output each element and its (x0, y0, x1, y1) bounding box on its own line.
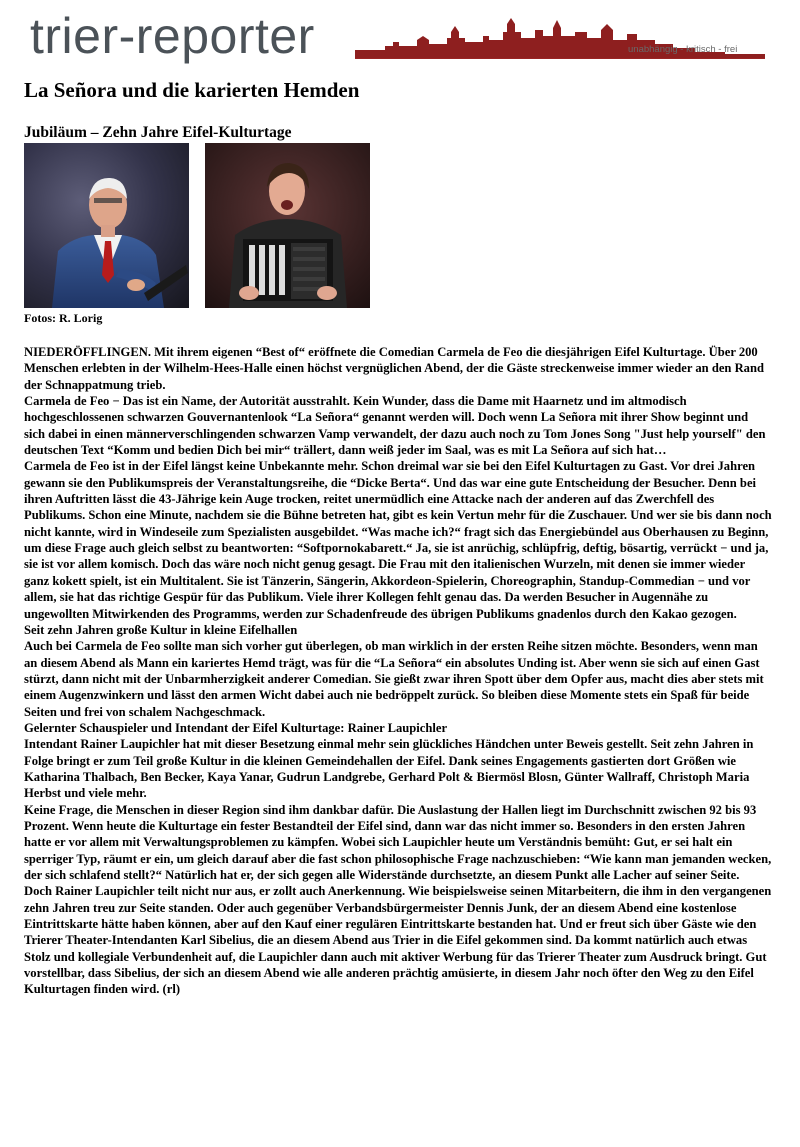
article-paragraph: Auch bei Carmela de Feo sollte man sich vorher gut überlegen, ob man wirklich in der ersten Reihe sitzen möchte. Besonders, wenn man an diesem Abend als Mann ein kariertes Hemd trägt, was für die “La Señora“ ein absolutes Unding ist. Aber wenn sie sich auf einen Gast stürzt, dann nicht mit der Unbarmherzigkeit anderer Comedian. Sie gießt zwar ihren Spott über dem Opfer aus, macht dies aber stets mit einem Augenzwinkern und lässt den armen Wicht dabei auch nie bedröppelt zurück. So bleiben diese Momente stets ein Spaß für beide Seiten und frei von schalem Nachgeschmack. (24, 639, 764, 719)
article-paragraph: Keine Frage, die Menschen in dieser Region sind ihm dankbar dafür. Die Auslastung der Hallen liegt im Durchschnitt zwischen 92 bis 93 Prozent. Wenn heute die Kulturtage ein fester Bestandteil der Eifel sind, dann war das nicht immer so. Besonders in den ersten Jahren hatte er vor allem mit Verwaltungsproblemen zu kämpfen. Wobei sich Laupichler heute um Verständnis bemüht: Gut, er sei halt ein sperriger Typ, räumt er ein, um gleich darauf aber die fast schon philosophische Frage nachzuschieben: “Wie kann man jemanden wecken, der sich schlafend stellt?“ Natürlich hat er, der sich gegen alle Widerstände durchsetzte, an diesem Punkt alle Lacher auf seiner Seite. (24, 802, 772, 882)
article-subtitle: Jubiläum – Zehn Jahre Eifel-Kulturtage (24, 124, 292, 141)
site-logo[interactable]: trier-reporter (30, 8, 315, 64)
article-section-heading: Gelernter Schauspieler und Intendant der Eifel Kulturtage: Rainer Laupichler (24, 720, 448, 735)
article-paragraph: Carmela de Feo − Das ist ein Name, der Autorität ausstrahlt. Kein Wunder, dass die Dame mit Haarnetz und im altmodisch hochgeschlossenen schwarzen Gouvernantenlook “La Señora“ genannt werden will. Doch wenn La Señora mit ihrer Show beginnt und sich dabei in einen männerverschlingenden schwarzen Vamp verwandelt, der dazu auch noch zu Tom Jones Song "Just help yourself" den deutschen Text “Komm und bedien Dich bei mir“ trällert, dann weiß jeder im Saal, was es mit La Señora auf sich hat… (24, 394, 766, 458)
article-paragraph-intro: NIEDERÖFFLINGEN. Mit ihrem eigenen “Best of“ eröffnete die Comedian Carmela de Feo die diesjährigen Eifel Kulturtage. Über 200 Menschen erlebten in der Wilhelm-Hees-Halle einen höchst vergnüglichen Abend, der die Gäste streckenweise immer wieder an den Rand der Schnappatmung trieb. (24, 345, 764, 392)
article-title: La Señora und die karierten Hemden (24, 78, 360, 102)
photo-speaker (24, 143, 189, 308)
photo-credit: Fotos: R. Lorig (24, 311, 103, 325)
site-tagline: unabhängig - kritisch - frei (628, 44, 738, 55)
article-paragraph: Intendant Rainer Laupichler hat mit dieser Besetzung einmal mehr sein glückliches Händchen unter Beweis gestellt. Seit zehn Jahren in Folge bringt er zum Teil große Kultur in die kleinen Gemeindehallen der Eifel. Dank seines Engagements gastierten dort Größen wie Katharina Thalbach, Ben Becker, Kaya Yanar, Gudrun Landgrebe, Gerhard Polt & Biermösl Blosn, Günter Wallraff, Christoph Maria Herbst und viele mehr. (24, 737, 754, 801)
article-section-heading: Seit zehn Jahren große Kultur in kleine Eifelhallen (24, 622, 298, 637)
article-paragraph: Doch Rainer Laupichler teilt nicht nur aus, er zollt auch Anerkennung. Wie beispielsweise seinen Mitarbeitern, die ihm in den vergangenen zehn Jahren treu zur Seite standen. Oder auch gegenüber Verbandsbürgermeister Dennis Junk, der an diesem Abend eine kostenlose Eintrittskarte hätte haben können, aber auf den Kauf einer regulären Eintrittskarte bestanden hat. Und er freut sich über Gäste wie den Trierer Theater-Intendanten Karl Sibelius, die an diesem Abend aus Trier in die Eifel gekommen sind. Da kommt natürlich auch etwas Stolz und kollegiale Verbundenheit auf, die Laupichler dann auch mit aktiver Werbung für das Trierer Theater zum Ausdruck bringt. Gut vorstellbar, dass Sibelius, der sich an diesem Abend wie alle anderen prächtig amüsierte, in diesem Jahr noch öfter den Weg zu den Eifel Kulturtagen finden wird. (rl) (24, 884, 772, 997)
article-paragraph: Carmela de Feo ist in der Eifel längst keine Unbekannte mehr. Schon dreimal war sie bei den Eifel Kulturtagen zu Gast. Vor drei Jahren gewann sie den Publikumspreis der Veranstaltungsreihe, die “Dicke Berta“. Und das war eine gute Entscheidung der Besucher. Denn bei ihren Auftritten lässt die 43-Jährige kein Auge trocken, reitet unermüdlich eine Attacke nach der anderen auf das Zwerchfell des Publikums. Schon eine Minute, nachdem sie die Bühne betreten hat, gibt es kein Vertun mehr für die Zuschauer. Und wer sie bis dann noch nicht kannte, wird in Windeseile zum Spezialisten ausgebildet. “Was mache ich?“ fragt sich das Energiebündel aus Oberhausen zu Beginn, um diese Frage auch gleich selbst zu beantworten: “Softpornokabarett.“ Ja, sie ist anrüchig, schlüpfrig, deftig, bösartig, verrückt − und ja, sie ist vor allem komisch. Doch das wäre noch nicht genug gesagt. Die Frau mit den italienischen Wurzeln, mit denen sie immer wieder ganz kokett spielt, ist ein Multitalent. Sie ist Tänzerin, Sängerin, Akkordeon-Spielerin, Choreographin, Standup-Commedian − und vor allem, sie hat das richtige Gespür für das Publikum. Viele ihrer Kollegen fehlt genau das. Da werden Besucher in Augennähe zu ungewollten Mitwirkenden des Programms, werden zur Schadenfreude des übrigen Publikums gnadenlos durch den Kakao gezogen. (24, 459, 772, 621)
article-body (24, 344, 772, 998)
masthead-divider (355, 58, 765, 59)
photo-accordion-performer (205, 143, 370, 308)
masthead (0, 0, 800, 72)
